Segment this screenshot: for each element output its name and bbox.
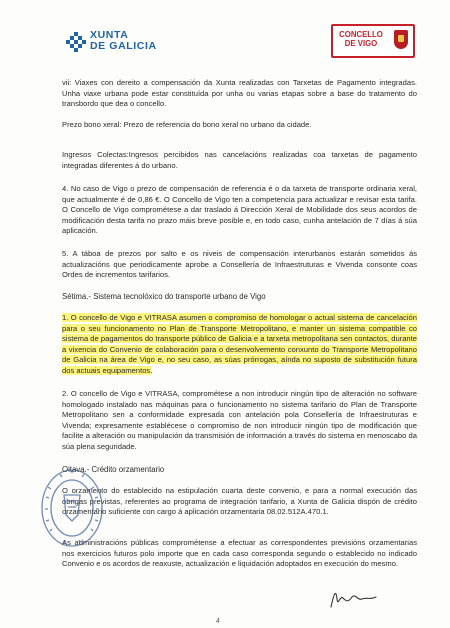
concello-de-vigo-logo — [331, 24, 415, 58]
highlighted-text: 1. O concello de Vigo e VITRASA asumen o compromiso de homologar o actual sistema de cancelación para o seu funcionamento no Plan de Transporte Metropolitano, e manter un sistema compatible co sistema de pagamentos do transporte público de Galicia e a tarxeta metropolitana sen contactos, durante a vixencia do Convenio de colaboración para o desenvolvemento conxunto do Transporte Metropolitano de Galicia na área de Vigo e, no seu caso, as súas prórrogas, aínda no suposto de substitución futura dos actuais equipamentos. — [62, 313, 417, 375]
xunta-logo-line2: DE GALICIA — [90, 40, 157, 52]
paragraph-clause-5: 5. A táboa de prezos por salto e os niveis de compensación interurbanos estarán sometidos ás actualizacións que periodicamente aprobe a Consellería de Infraestruturas e Vivenda consonte coas Ordes de incrementos tarifarios. — [62, 249, 417, 280]
paragraph-setima-2: 2. O concello de Vigo e VITRASA, comprométese a non introducir ningún tipo de alteración no software homologado instalado nas máquinas para o funcionamento no sistema tarifario do Plan de Transporte Metropolitano sen a conformidade expresada con antelación pola Consellería de Infraestruturas e Vivenda; expresamente establécese o compromiso de non introducir ningún tipo de modificación que facilite a alteración ou manipulación da transmisión de información a través do sistema en menoscabo da súa plena seguridade. — [62, 389, 417, 451]
paragraph-clause-4: 4. No caso de Vigo o prezo de compensación de referencia é o da tarxeta de transporte ordinaria xeral, que actualmente é de 0,86 €. O Concello de Vigo ten a competencia para actualizar e revisar esta tarifa. O Concello de Vigo comprométese a dar traslado á Dirección Xeral de Mobilidade dos seus acordos de modificación desta tarifa no prazo máis breve posible e, en todo caso, cunha antelación de 7 días á súa aplicación. — [62, 184, 417, 236]
xunta-logo-line1: XUNTA — [90, 29, 129, 41]
official-seal-stamp-icon — [38, 465, 106, 551]
concello-logo-text — [337, 30, 385, 48]
xunta-de-galicia-logo — [66, 30, 166, 58]
paragraph-setima-1-highlighted — [62, 313, 417, 377]
paragraph-oitava-1: O orzamento do establecido na estipulación cuarta deste convenio, e para a normal execución das obrigas previstas, referentes ao programa de integración tarifario, a Xunta de Galicia dispón de crédito orzamentario suficiente con cargo á aplicación orzamentaria 08.02.512A.470.1. — [62, 486, 417, 517]
paragraph-oitava-2: As administracións públicas comprométense a efectuar as correspondentes previsións orzamentarias nos exercicios futuros polo importe que en cada caso corresponda segundo o establecido no indicado Convenio e os acordos de reaxuste, actualización e liquidación adoptados en execución do mesmo. — [62, 538, 417, 569]
concello-logo-line1: CONCELLO — [339, 30, 383, 39]
xunta-logo-text — [90, 30, 157, 52]
vigo-shield-icon — [394, 30, 408, 49]
xunta-cross-icon — [66, 32, 86, 54]
paragraph-ingresos-colectas: Ingresos Colectas:Ingresos percibidos nas cancelacións realizadas coa tarxetas de pagamento integradas diferentes á do urbano. — [62, 150, 417, 170]
paragraph-vii: vii: Viaxes con dereito a compensación da Xunta realizadas con Tarxetas de Pagamento integradas. Unha viaxe urbana pode estar constituída por unha ou varias etapas sobre a base do tratamento do transbordo que dea o concello. — [62, 78, 417, 109]
concello-logo-line2: DE VIGO — [344, 39, 378, 48]
page-number: 4 — [216, 618, 220, 625]
section-heading-oitava: Oitava.- Crédito orzamentario — [62, 465, 165, 474]
handwritten-signature-icon — [328, 585, 380, 611]
section-heading-setima: Sétima.- Sistema tecnolóxico do transporte urbano de Vigo — [62, 292, 266, 301]
paragraph-prezo-bono-xeral: Prezo bono xeral: Prezo de referencia do bono xeral no urbano da cidade. — [62, 120, 312, 129]
